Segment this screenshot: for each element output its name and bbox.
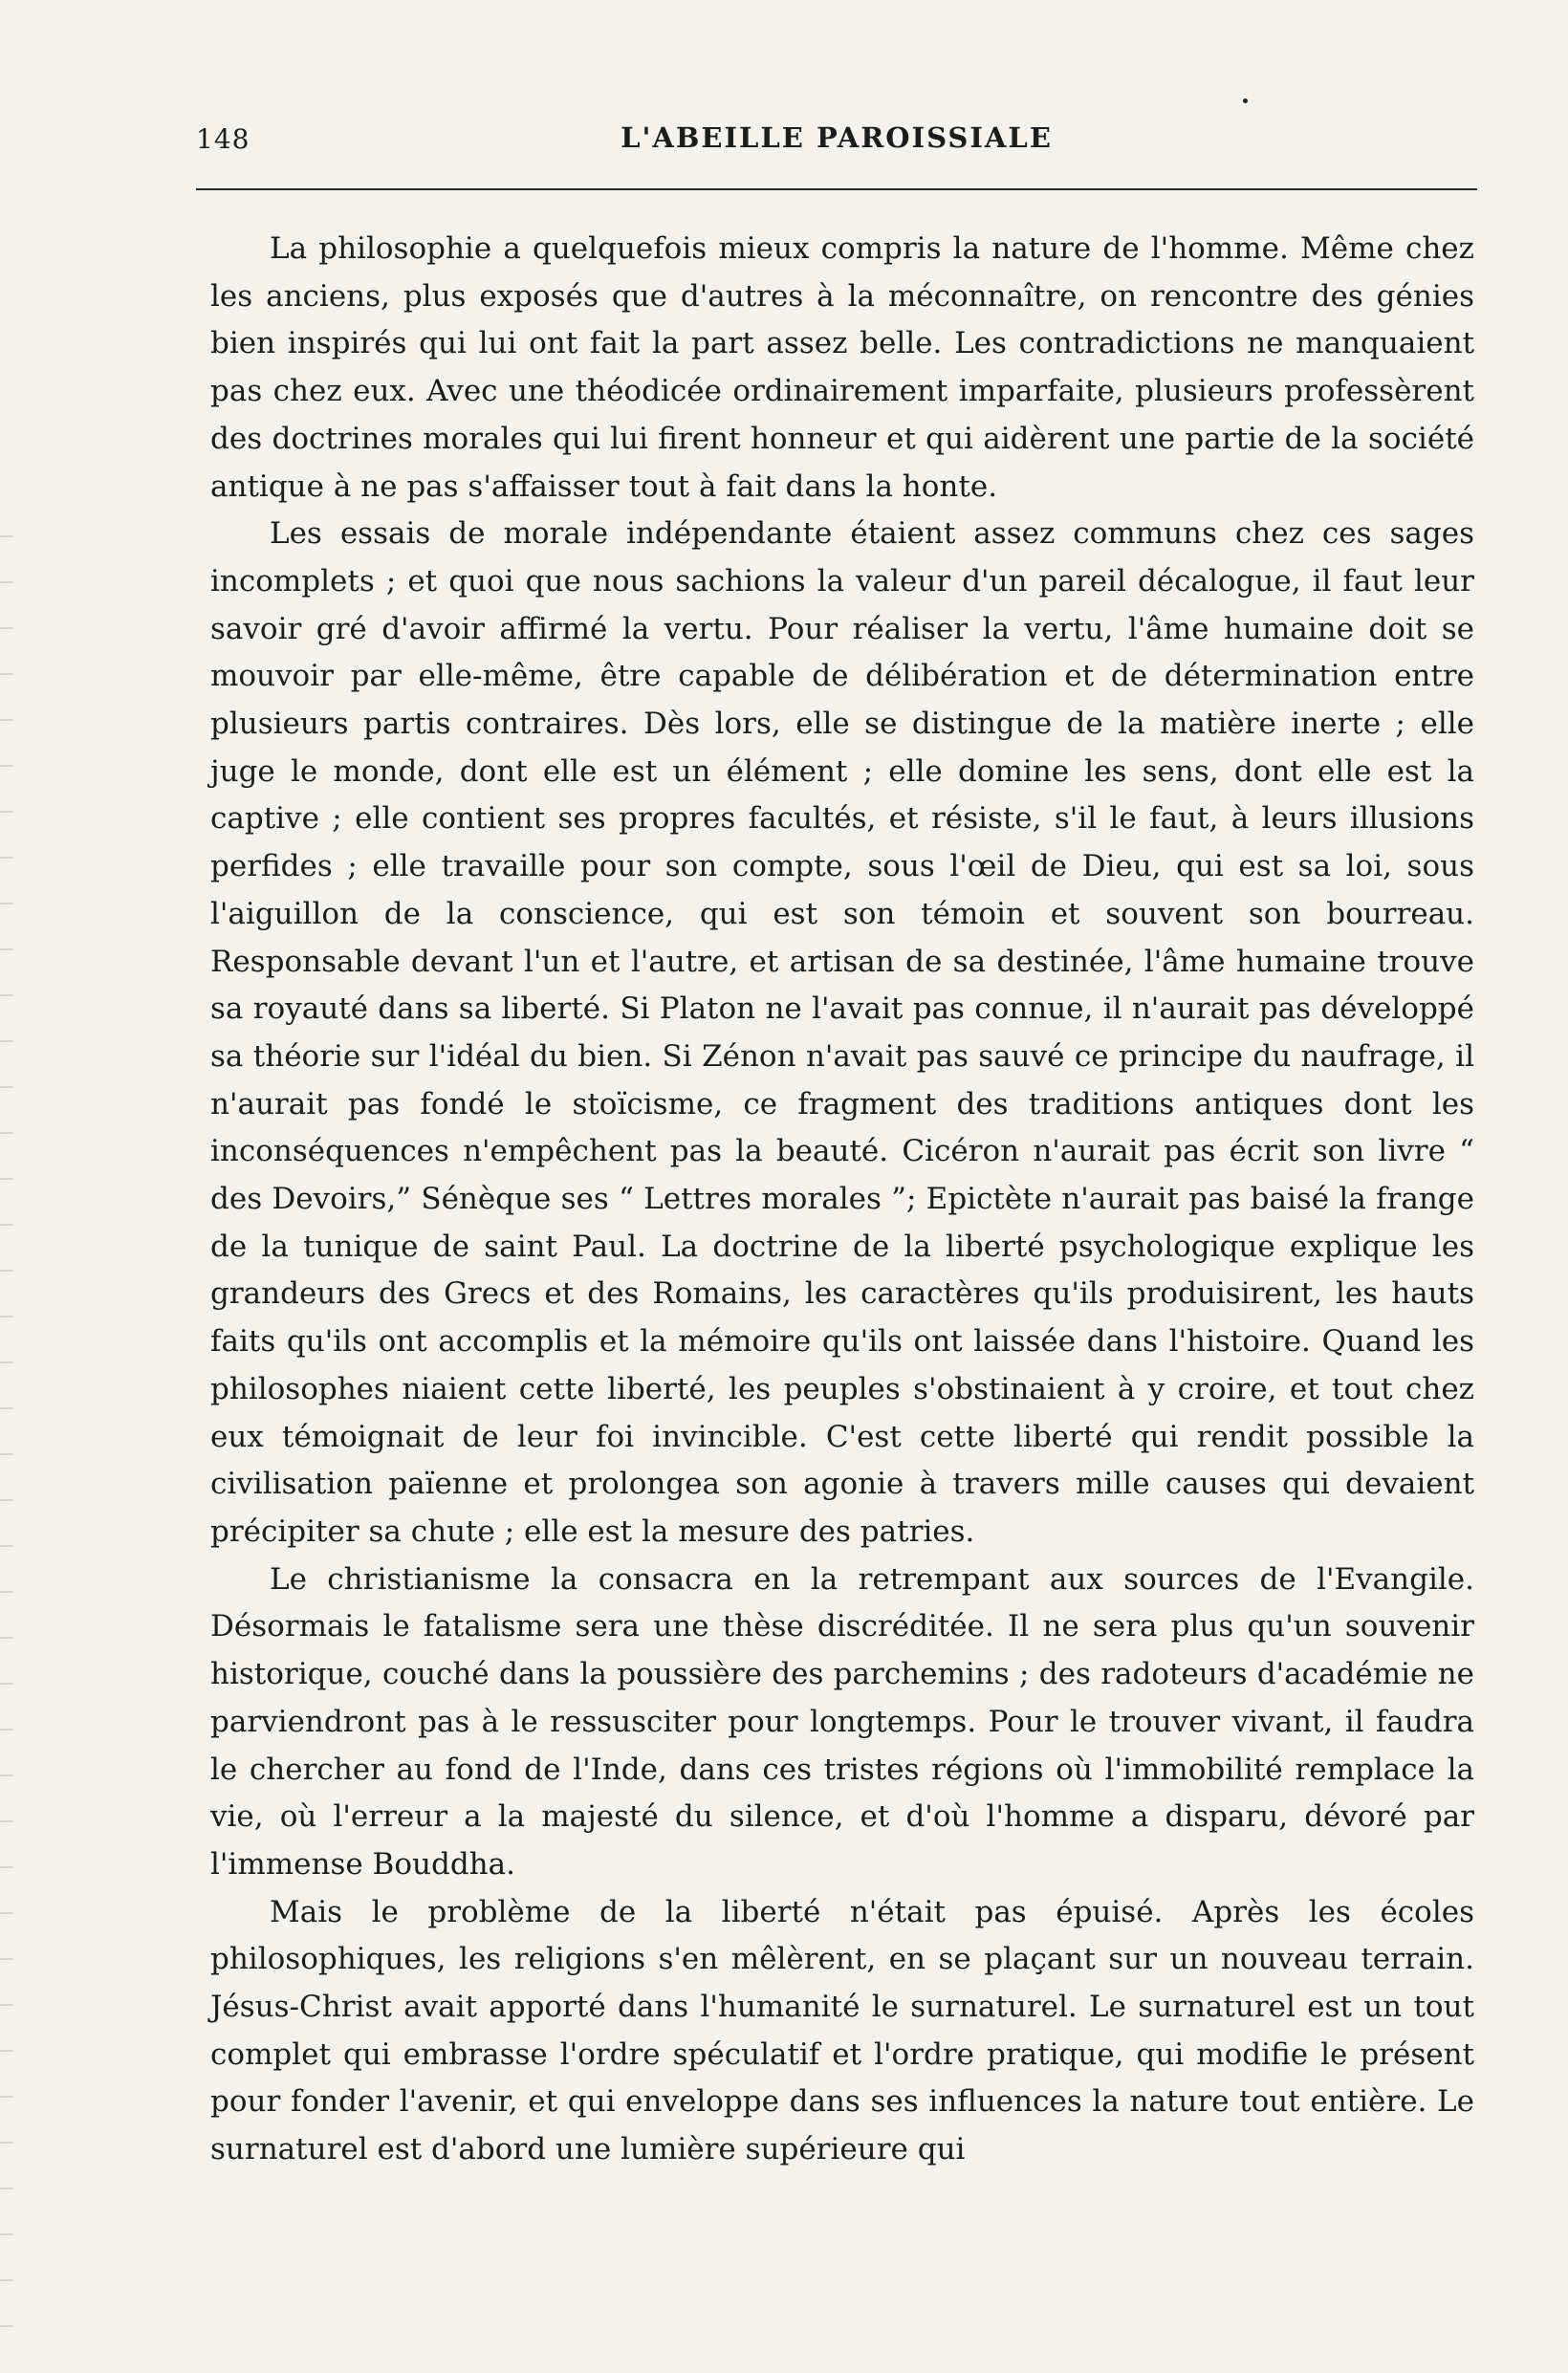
paragraph: Les essais de morale indépendante étaient assez communs chez ces sages incomplets ; et quoi que nous sachions la valeur d'un pareil décalogue, il faut leur savoir gré d'avoir affirmé la vertu. Pour réaliser la vertu, l'âme humaine doit se mouvoir par elle-même, être capable de délibération et de détermination entre plusieurs partis contraires. Dès lors, elle se distingue de la matière inerte ; elle juge le monde, dont elle est un élément ; elle domine les sens, dont elle est la captive ; elle contient ses propres facultés, et résiste, s'il le faut, à leurs illusions perfides ; elle travaille pour son compte, sous l'œil de Dieu, qui est sa loi, sous l'aiguillon de la conscience, qui est son témoin et souvent son bourreau. Responsable devant l'un et l'autre, et artisan de sa destinée, l'âme humaine trouve sa royauté dans sa liberté. Si Platon ne l'avait pas connue, il n'aurait pas développé sa théorie sur l'idéal du bien. Si Zénon n'avait pas sauvé ce principe du naufrage, il n'aurait pas fondé le stoïcisme, ce fragment des traditions antiques dont les inconséquences n'empêchent pas la beauté. Cicéron n'aurait pas écrit son livre “ des Devoirs,” Sénèque ses “ Lettres morales ”; Epictète n'aurait pas baisé la frange de la tunique de saint Paul. La doctrine de la liberté psychologique explique les grandeurs des Grecs et des Romains, les caractères qu'ils produisirent, les hauts faits qu'ils ont accomplis et la mémoire qu'ils ont laissée dans l'histoire. Quand les philosophes niaient cette liberté, les peuples s'obstinaient à y croire, et tout chez eux témoignait de leur foi invincible. C'est cette liberté qui rendit possible la civilisation païenne et prolongea son agonie à travers mille causes qui devaient précipiter sa chute ; elle est la mesure des patries.: [210, 516, 1474, 1549]
page-header: [196, 120, 1477, 158]
running-title: L'ABEILLE PAROISSIALE: [621, 121, 1053, 154]
scan-gutter-marks: [0, 535, 13, 2352]
paragraph: Mais le problème de la liberté n'était pas épuisé. Après les écoles philosophiques, les religions s'en mêlèrent, en se plaçant sur un nouveau terrain. Jésus-Christ avait apporté dans l'humanité le surnaturel. Le surnaturel est un tout complet qui embrasse l'ordre spéculatif et l'ordre pratique, qui modifie le présent pour fonder l'avenir, et qui enveloppe dans ses influences la nature tout entière. Le surnaturel est d'abord une lumière supérieure qui: [210, 1894, 1474, 2167]
page-number: 148: [196, 123, 250, 155]
paragraph: Le christianisme la consacra en la retrempant aux sources de l'Evangile. Désormais le fatalisme sera une thèse discréditée. Il ne sera plus qu'un souvenir historique, couché dans la poussière des parchemins ; des radoteurs d'académie ne parviendront pas à le ressusciter pour longtemps. Pour le trouver vivant, il faudra le chercher au fond de l'Inde, dans ces tristes régions où l'immobilité remplace la vie, où l'erreur a la majesté du silence, et d'où l'homme a disparu, dévoré par l'immense Bouddha.: [210, 1561, 1474, 1882]
ink-dot: [1243, 98, 1248, 103]
body-text: [210, 226, 1474, 2174]
header-rule: [196, 188, 1477, 190]
paragraph: La philosophie a quelquefois mieux compris la nature de l'homme. Même chez les anciens, plus exposés que d'autres à la méconnaître, on rencontre des génies bien inspirés qui lui ont fait la part assez belle. Les contradictions ne manquaient pas chez eux. Avec une théodicée ordinairement imparfaite, plusieurs professèrent des doctrines morales qui lui firent honneur et qui aidèrent une partie de la société antique à ne pas s'affaisser tout à fait dans la honte.: [210, 231, 1474, 504]
